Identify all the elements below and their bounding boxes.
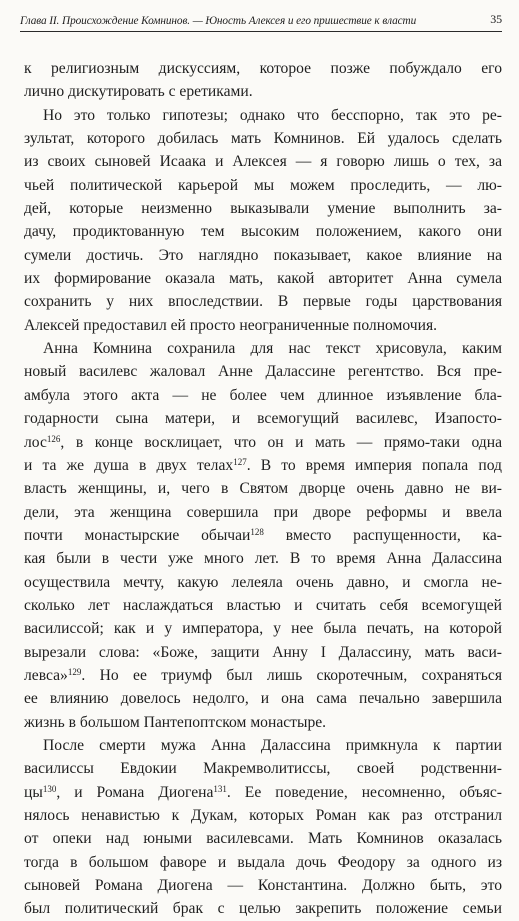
line-text: кая были в чести уже много лет. В то время Анна Далассина — [24, 550, 502, 568]
line-text: левса» — [24, 666, 68, 684]
running-header — [20, 12, 502, 32]
text-line — [24, 827, 502, 850]
text-line — [24, 314, 502, 337]
text-line — [24, 360, 502, 383]
text-line — [24, 477, 502, 500]
line-text: лос — [24, 433, 47, 451]
text-line — [24, 757, 502, 780]
line-text: , в конце восклицает, что он и мать — прямо-таки одна — [60, 433, 502, 451]
footnote-ref: 126 — [46, 433, 61, 444]
footnote-ref: 131 — [213, 783, 227, 794]
line-text: . Ее поведение, несомненно, объяс- — [226, 783, 502, 801]
body-text — [24, 57, 502, 921]
text-line — [24, 547, 502, 570]
text-line — [24, 664, 502, 687]
line-text: к религиозным дискуссиям, которое позже побуждало его — [24, 60, 502, 77]
line-text: годарности сына матери, и всемогущий василевс, Изапосто- — [24, 410, 502, 428]
text-line — [24, 80, 502, 103]
line-text: чьей политической карьерой мы можем проследить, — лю- — [24, 176, 502, 194]
text-line — [24, 337, 502, 360]
line-text: был политический брак с целью закрепить положение семьи — [24, 900, 502, 918]
line-text: зультат, которого добилась мать Комнинов. Ей удалось сделать — [24, 130, 502, 148]
text-line — [24, 174, 502, 197]
text-line — [24, 734, 502, 757]
line-text: жизнь в большом Пантепоптском монастыре. — [24, 713, 327, 731]
line-text: После смерти мужа Анна Далассина примкнула к партии — [43, 736, 502, 754]
line-text: , и Романа Диогена — [56, 783, 214, 801]
text-line — [24, 897, 502, 920]
line-text: новый василевс жаловал Анне Далассине регентство. Вся пре- — [24, 363, 502, 381]
line-text: сколько лет наслаждаться властью и считать себя всемогущей — [24, 596, 502, 614]
line-text: ее влиянию довелось недолго, и она сама печально завершила — [24, 690, 502, 708]
line-text: тогда в большом фаворе и выдала дочь Феодору за одного из — [24, 853, 502, 871]
text-line — [24, 384, 502, 407]
text-line — [24, 501, 502, 524]
line-text: их формирование оказала мать, какой авторитет Анна сумела — [24, 270, 502, 288]
line-text: осуществила мечту, какую лелеяла очень давно, и смогла не- — [24, 573, 502, 591]
text-line — [24, 617, 502, 640]
line-text: сумели достичь. Это наглядно показывает, какое влияние на — [24, 246, 502, 264]
line-text: сохранить у них впоследствии. В первые годы царствования — [24, 293, 502, 311]
text-line — [24, 711, 502, 734]
text-line — [24, 104, 502, 127]
text-line — [24, 571, 502, 594]
line-text: из своих сыновей Исаака и Алексея — я говорю лишь о тех, за — [24, 153, 502, 171]
line-text: . В то время империя попала под — [246, 456, 502, 474]
line-text: амбула этого акта — не более чем длинное изъявление бла- — [24, 386, 502, 404]
text-line — [24, 267, 502, 290]
line-text: Анна Комнина сохранила для нас текст хрисовула, каким — [43, 340, 502, 358]
text-line — [24, 804, 502, 827]
line-text: дели, эта женщина совершила при дворе реформы и ввела — [24, 503, 502, 521]
line-text: . Но ее триумф был лишь скоротечным, сохраняться — [81, 666, 502, 684]
running-title: Глава II. Происхождение Комнинов. — Юность Алексея и его пришествие к власти — [20, 15, 417, 27]
text-line — [24, 290, 502, 313]
text-line — [24, 431, 502, 454]
footnote-ref: 128 — [250, 526, 264, 537]
text-line — [24, 244, 502, 267]
text-line — [24, 220, 502, 243]
text-line — [24, 57, 502, 80]
text-line — [24, 524, 502, 547]
line-text: лично дискутировать с еретиками. — [24, 83, 253, 101]
line-text: от опеки над юными василевсами. Мать Комнинов оказалась — [24, 830, 502, 848]
line-text: вместо распущенности, ка- — [263, 526, 502, 544]
line-text: вырезали слова: «Боже, защити Анну I Далассину, мать васи- — [24, 643, 502, 661]
text-line — [24, 851, 502, 874]
line-text: василиссой; как и у императора, у нее была печать, на которой — [24, 620, 502, 638]
text-line — [24, 150, 502, 173]
text-line — [24, 127, 502, 150]
footnote-ref: 129 — [67, 666, 82, 677]
footnote-ref: 127 — [233, 456, 247, 467]
text-line — [24, 197, 502, 220]
text-line — [24, 594, 502, 617]
footnote-ref: 130 — [42, 783, 57, 794]
line-text: власть женщины, и, чего в Святом дворце очень давно не ви- — [24, 480, 502, 498]
page-number: 35 — [490, 12, 502, 26]
line-text: и та же душа в двух телах — [24, 456, 234, 474]
text-line — [24, 454, 502, 477]
text-line — [24, 687, 502, 710]
line-text: Но это только гипотезы; однако что бесспорно, так это ре- — [43, 106, 502, 124]
line-text: почти монастырские обычаи — [24, 526, 251, 544]
line-text: дачу, продиктованную тем высоким положением, какого они — [24, 223, 502, 241]
line-text: нялось ненавистью к Дукам, которых Роман как раз отстранил — [24, 807, 502, 824]
line-text: василиссы Евдокии Макремволитиссы, своей родственни- — [24, 760, 502, 778]
text-line — [24, 641, 502, 664]
text-line — [24, 874, 502, 897]
line-text: цы — [24, 783, 43, 801]
line-text: Алексей предоставил ей просто неограниченные полномочия. — [24, 316, 438, 334]
text-line — [24, 407, 502, 430]
text-line — [24, 781, 502, 804]
line-text: дей, которые неизменно выказывали умение выполнить за- — [24, 200, 502, 218]
line-text: сыновей Романа Диогена — Константина. Должно быть, это — [24, 877, 502, 895]
